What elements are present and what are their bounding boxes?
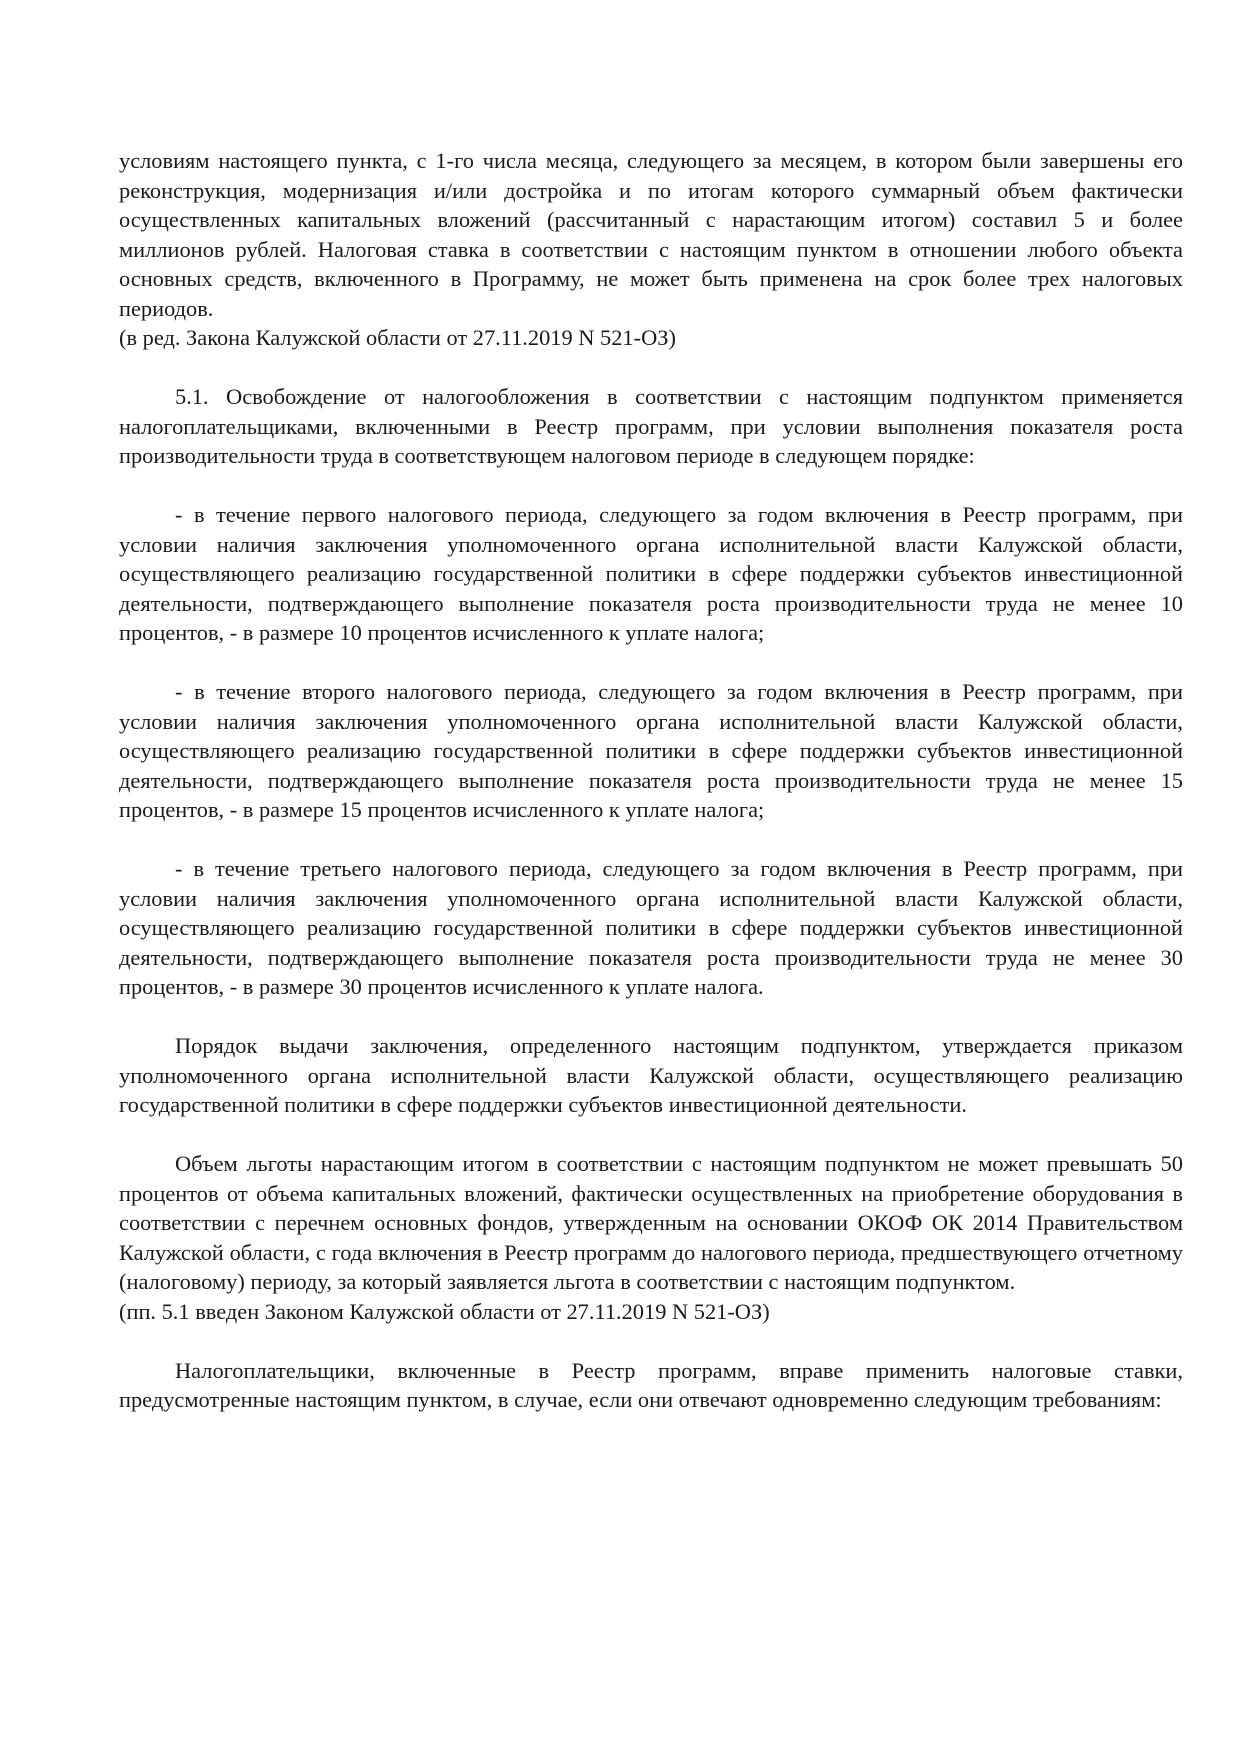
paragraph-5-1: 5.1. Освобождение от налогообложения в соответствии с настоящим подпунктом применяется налогоплательщиками, включенными в Реестр программ, при условии выполнения показателя роста производительности труда в соответствующем налоговом периоде в следующем порядке: bbox=[119, 384, 1183, 468]
list-item-third-period: - в течение третьего налогового периода, следующего за годом включения в Реестр программ, при условии наличия заключения уполномоченного органа исполнительной власти Калужской области, осуществляющего реализацию государственной политики в сфере поддержки субъектов инвестиционной деятельности, подтверждающего выполнение показателя роста производительности труда не менее 30 процентов, - в размере 30 процентов исчисленного к уплате налога. bbox=[119, 856, 1183, 999]
list-item-first-period: - в течение первого налогового периода, следующего за годом включения в Реестр программ, при условии наличия заключения уполномоченного органа исполнительной власти Калужской области, осуществляющего реализацию государственной политики в сфере поддержки субъектов инвестиционной деятельности, подтверждающего выполнение показателя роста производительности труда не менее 10 процентов, - в размере 10 процентов исчисленного к уплате налога; bbox=[119, 502, 1183, 645]
paragraph-gap bbox=[119, 1120, 1183, 1150]
paragraph-gap bbox=[119, 471, 1183, 501]
paragraph-requirements: Налогоплательщики, включенные в Реестр программ, вправе применить налоговые ставки, предусмотренные настоящим пунктом, в случае, если они отвечают одновременно следующим требованиям: bbox=[119, 1357, 1183, 1412]
document-page bbox=[119, 146, 1183, 1415]
paragraph-gap bbox=[119, 648, 1183, 678]
amendment-note: (в ред. Закона Калужской области от 27.11.2019 N 521-ОЗ) bbox=[119, 325, 676, 350]
paragraph-gap bbox=[119, 1326, 1183, 1356]
paragraph-benefit-volume: Объем льготы нарастающим итогом в соответствии с настоящим подпунктом не может превышать 50 процентов от объема капитальных вложений, фактически осуществленных на приобретение оборудования в соответствии с перечнем основных фондов, утвержденным на основании ОКОФ ОК 2014 Правительством Калужской области, с года включения в Реестр программ до налогового периода, предшествующего отчетному (налоговому) периоду, за который заявляется льгота в соответствии с настоящим подпунктом. bbox=[119, 1151, 1183, 1294]
list-item-second-period: - в течение второго налогового периода, следующего за годом включения в Реестр программ, при условии наличия заключения уполномоченного органа исполнительной власти Калужской области, осуществляющего реализацию государственной политики в сфере поддержки субъектов инвестиционной деятельности, подтверждающего выполнение показателя роста производительности труда не менее 15 процентов, - в размере 15 процентов исчисленного к уплате налога; bbox=[119, 679, 1183, 822]
amendment-note: (пп. 5.1 введен Законом Калужской области от 27.11.2019 N 521-ОЗ) bbox=[119, 1298, 770, 1324]
paragraph-gap bbox=[119, 1002, 1183, 1032]
paragraph-gap bbox=[119, 353, 1183, 383]
paragraph-continuation: условиям настоящего пункта, с 1-го числа месяца, следующего за месяцем, в котором были завершены его реконструкция, модернизация и/или достройка и по итогам которого суммарный объем фактически осуществленных капитальных вложений (рассчитанный с нарастающим итогом) составил 5 и более миллионов рублей. Налоговая ставка в соответствии с настоящим пунктом в отношении любого объекта основных средств, включенного в Программу, не может быть применена на срок более трех налоговых периодов. bbox=[119, 148, 1183, 321]
paragraph-procedure: Порядок выдачи заключения, определенного настоящим подпунктом, утверждается приказом уполномоченного органа исполнительной власти Калужской области, осуществляющего реализацию государственной политики в сфере поддержки субъектов инвестиционной деятельности. bbox=[119, 1033, 1183, 1117]
paragraph-gap bbox=[119, 825, 1183, 855]
